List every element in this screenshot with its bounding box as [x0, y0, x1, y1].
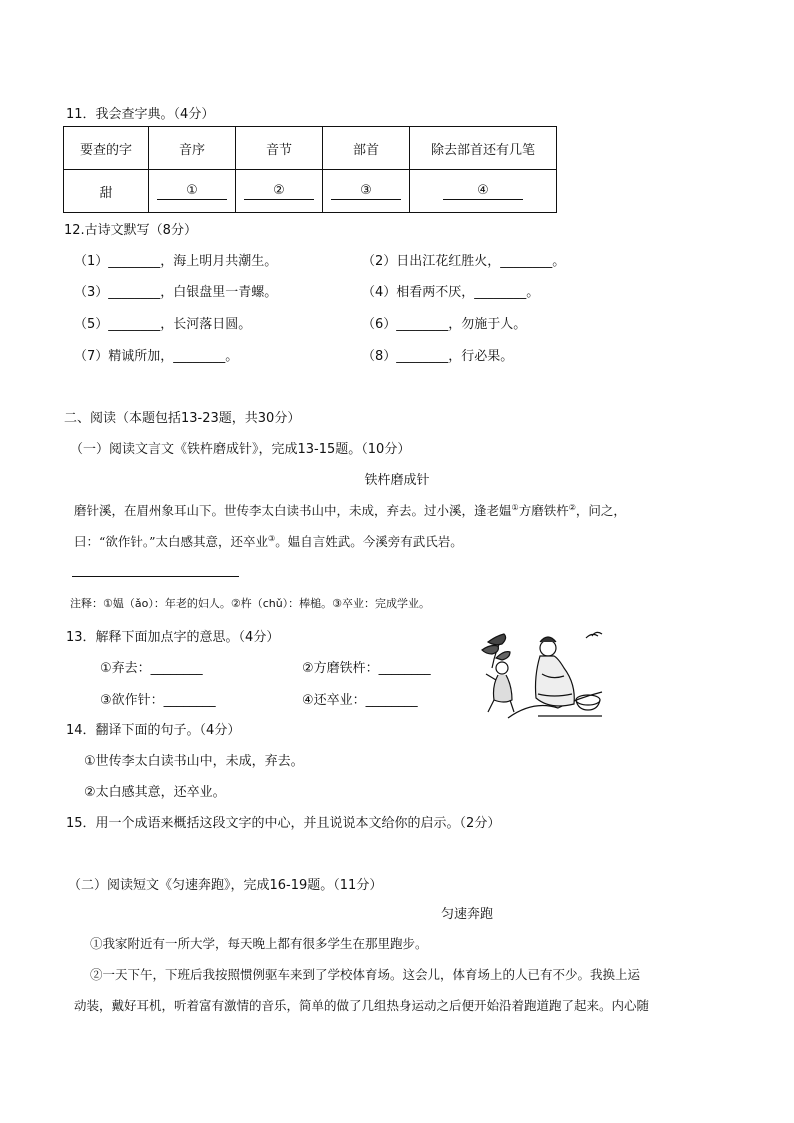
part-intro: （一）阅读文言文《铁杵磨成针》，完成13-15题。（10分） — [70, 442, 411, 457]
part-intro: （二）阅读短文《匀速奔跑》，完成16-19题。（11分） — [68, 878, 383, 893]
answer-cell[interactable] — [236, 170, 323, 213]
poem-item[interactable]: （4）相看两不厌，________。 — [362, 285, 540, 300]
child-head — [496, 662, 508, 674]
answer-blank-4[interactable]: ④ — [443, 183, 523, 200]
passage-title: 匀速奔跑 — [440, 907, 493, 922]
answer-cell[interactable] — [149, 170, 236, 213]
passage-line: 动装，戴好耳机，听着富有激情的音乐，简单的做了几组热身运动之后便开始沿着跑道跑了起来。内心随 — [74, 998, 650, 1013]
poem-item[interactable]: （5）________，长河落日圆。 — [74, 317, 252, 332]
poem-item[interactable]: （8）________，行必果。 — [362, 349, 514, 364]
poem-item[interactable]: （3）________，白银盘里一青螺。 — [74, 285, 278, 300]
answer-cell[interactable] — [410, 170, 557, 213]
q14-title: 14．翻译下面的句子。（4分） — [66, 723, 241, 738]
footnotes: 注释：①媪（ǎo）：年老的妇人。②杵（chǔ）：棒槌。③卒业：完成学业。 — [70, 597, 431, 610]
passage-line: 磨针溪，在眉州象耳山下。世传李太白读书山中，未成，弃去。过小溪，逢老媪①方磨铁杵②，问之， — [74, 502, 626, 518]
q15-title: 15．用一个成语来概括这段文字的中心，并且说说本文给你的启示。（2分） — [66, 816, 501, 831]
vocab-item[interactable]: ②方磨铁杵：________ — [302, 661, 431, 676]
table-header-cell: 部首 — [323, 127, 410, 170]
translate-item: ②太白感其意，还卒业。 — [84, 785, 226, 800]
poem-item[interactable]: （2）日出江花红胜火，________。 — [362, 254, 566, 269]
section-title: 二、阅读（本题包括13-23题，共30分） — [64, 411, 301, 426]
poem-item[interactable]: （6）________，勿施于人。 — [362, 317, 527, 332]
q13-title: 13．解释下面加点字的意思。（4分） — [66, 630, 280, 645]
table-header-row — [64, 127, 557, 170]
woman-head — [540, 640, 556, 656]
vocab-item[interactable]: ③欲作针：________ — [100, 693, 216, 708]
table-header-cell: 音节 — [236, 127, 323, 170]
table-header-cell: 要查的字 — [64, 127, 149, 170]
footnote-divider — [72, 576, 239, 577]
table-row — [64, 170, 557, 213]
poem-item[interactable]: （1）________，海上明月共潮生。 — [74, 254, 278, 269]
answer-cell[interactable] — [323, 170, 410, 213]
passage-line: ①我家附近有一所大学，每天晚上都有很多学生在那里跑步。 — [90, 936, 428, 951]
poem-item[interactable]: （7）精诚所加，________。 — [74, 349, 239, 364]
vocab-item[interactable]: ④还卒业：________ — [302, 693, 418, 708]
q11-title: 11．我会查字典。（4分） — [66, 107, 215, 122]
answer-blank-2[interactable]: ② — [244, 183, 314, 200]
passage-line: ②一天下午，下班后我按照惯例驱车来到了学校体育场。这会儿，体育场上的人已有不少。我换上运 — [90, 967, 641, 982]
table-cell: 甜 — [64, 170, 149, 213]
table-header-cell: 音序 — [149, 127, 236, 170]
passage-title: 铁杵磨成针 — [364, 473, 430, 488]
passage-line: 曰：“欲作针。”太白感其意，还卒业③。媪自言姓武。今溪旁有武氏岩。 — [74, 533, 463, 549]
dictionary-table — [63, 126, 557, 213]
vocab-item[interactable]: ①弃去：________ — [100, 661, 203, 676]
story-illustration — [478, 628, 604, 722]
translate-item: ①世传李太白读书山中，未成，弃去。 — [84, 754, 304, 769]
table-header-cell: 除去部首还有几笔 — [410, 127, 557, 170]
answer-blank-1[interactable]: ① — [157, 183, 227, 200]
answer-blank-3[interactable]: ③ — [331, 183, 401, 200]
q12-title: 12.古诗文默写（8分） — [64, 223, 197, 238]
